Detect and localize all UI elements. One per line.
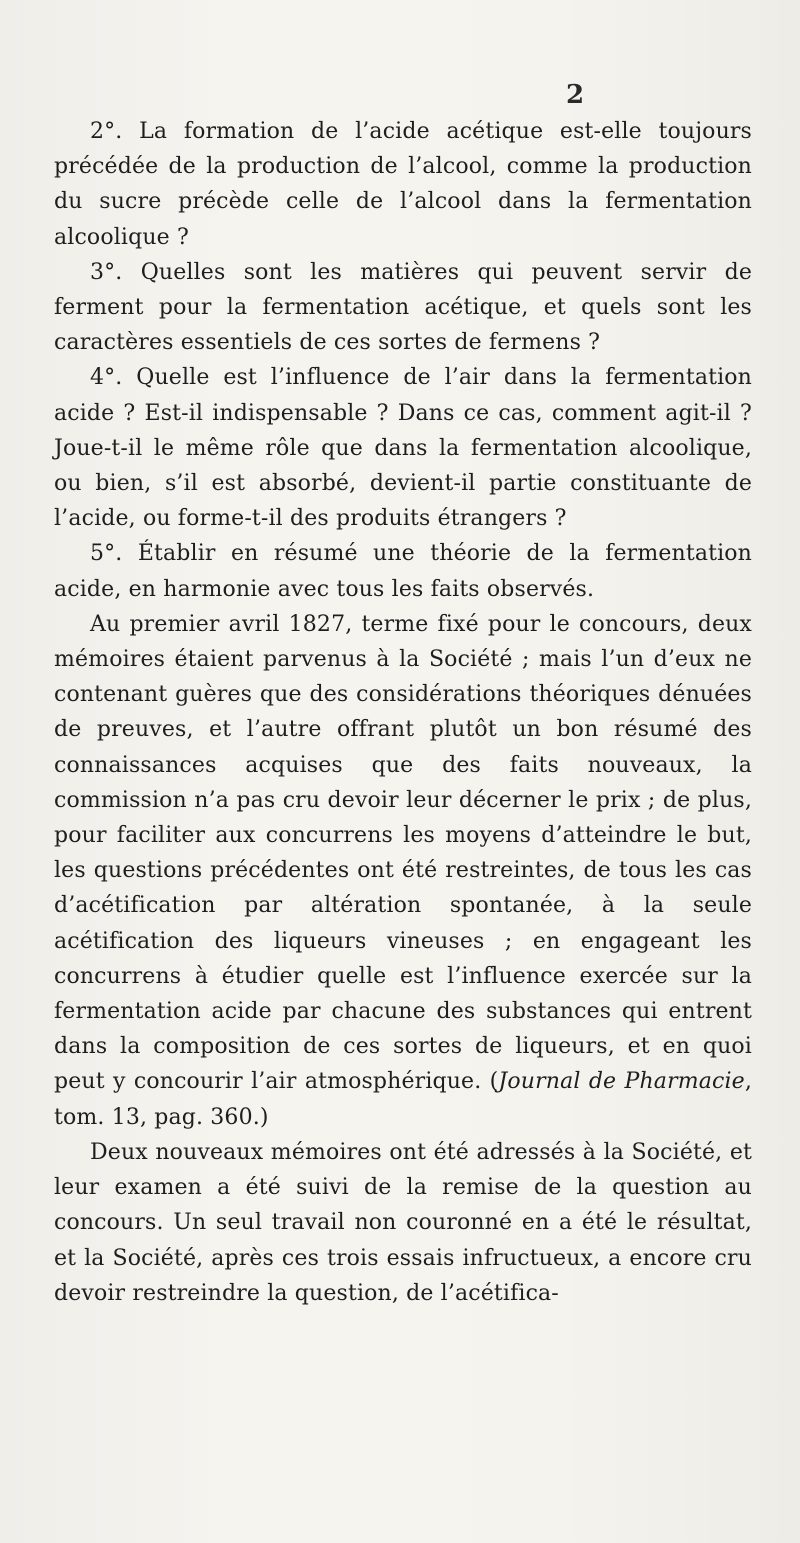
journal-title: Journal de Pharmacie (498, 1069, 745, 1095)
question-5-paragraph: 5°. Établir en résumé une théorie de la fermentation acide, en harmonie avec tous les faits observés. (54, 541, 752, 602)
question-2-paragraph: 2°. La formation de l’acide acétique est-elle toujours précédée de la production de l’alcool, comme la production du sucre précède celle de l’alcool dans la fermentation alcoolique ? (54, 119, 752, 250)
concours-text-end: , tom. 13, pag. 360.) (54, 1069, 752, 1130)
question-3-paragraph: 3°. Quelles sont les matières qui peuvent servir de ferment pour la fermentation acétique, et quels sont les caractères essentiels de ces sortes de fermens ? (54, 259, 752, 356)
body-text (54, 114, 752, 1311)
question-4-paragraph: 4°. Quelle est l’influence de l’air dans la fermentation acide ? Est-il indispensable ? Dans ce cas, comment agit-il ? Joue-t-il le même rôle que dans la fermentation alcoolique, ou bien, s’il est absorbé, devient-il partie constituante de l’acide, ou forme-t-il des produits étrangers ? (54, 365, 752, 532)
concours-paragraph (54, 607, 752, 1135)
nouveaux-memoires-paragraph: Deux nouveaux mémoires ont été adressés à la Société, et leur examen a été suivi de la remise de la question au concours. Un seul travail non couronné en a été le résultat, et la Société, après ces trois essais infructueux, a encore cru devoir restreindre la question, de l’acétifica- (54, 1139, 752, 1306)
concours-text-start: Au premier avril 1827, terme fixé pour le concours, deux mémoires étaient parvenus à la Société ; mais l’un d’eux ne contenant guères que des considérations théoriques dénuées de preuves, et l’autre offrant plutôt un bon résumé des connaissances acquises que des faits nouveaux, la commission n’a pas cru devoir leur décerner le prix ; de plus, pour faciliter aux concurrens les moyens d’atteindre le but, les questions précédentes ont été restreintes, de tous les cas d’acétification par altération spontanée, à la seule acétification des liqueurs vineuses ; en engageant les concurrens à étudier quelle est l’influence exercée sur la fermentation acide par chacune des substances qui entrent dans la composition de ces sortes de liqueurs, et en quoi peut y concourir l’air atmosphérique. ( (54, 611, 752, 1095)
page-number: 2 (566, 80, 585, 110)
